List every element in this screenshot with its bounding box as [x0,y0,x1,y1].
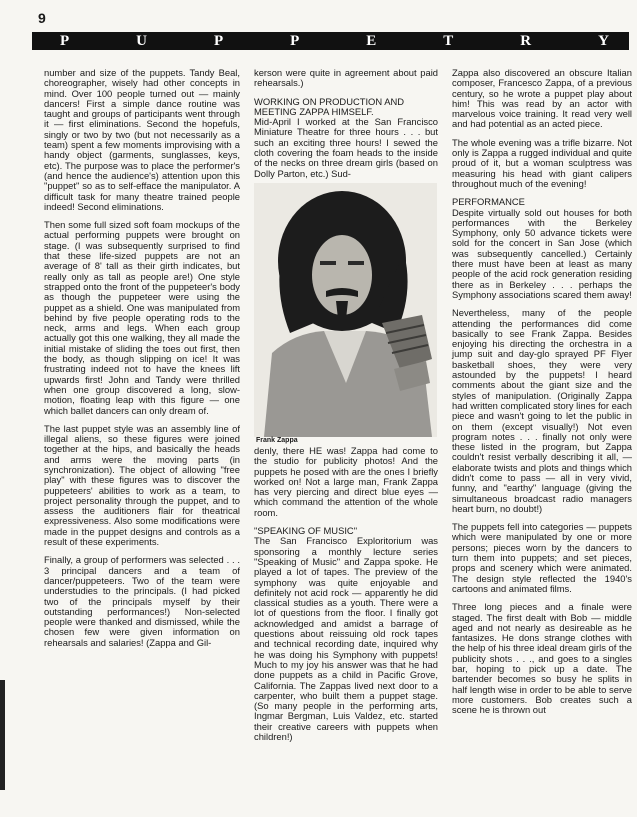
banner-letter: T [443,33,454,49]
paragraph: Nevertheless, many of the people attending the performances did come basically to see Frank Zappa. Besides enjoying his directing the orchestra in a jump suit and day-glo sprayed PF Flyer basketball shoes, they were very astounded by the puppets! I heard comments about the giant size and the styles of manipulation. (Originally Zappa had written complicated story lines for each piece and wasn't going to let the public in on them (except visually!) Not even program notes . . . finally not only were these listed in the program, but Zappa couldn't resist verbally describing it all, — elaborate twists and plots and things which didn't come to pass — all in very vivid, funny, and "earthy" language (giving the simultaneous broadcast radio managers heart burn, no doubt!) [452,307,632,514]
paragraph: Zappa also discovered an obscure Italian composer, Francesco Zappa, of a previous century, so he wrote a puppet play about him! This was read by an actor with marvelous voice training. It read very well and had potential as an acted piece. [452,67,632,130]
subheading: "SPEAKING OF MUSIC" [254,525,358,537]
photo-caption: Frank Zappa [256,437,298,444]
banner-letter: P [290,33,300,49]
paragraph: denly, there HE was! Zappa had come to the studio for publicity photos! And the puppets he posed with are the ones I briefly worked on! Not a large man, Frank Zappa has very piercing and direct blue eyes — which command the attention of the whole room. [254,445,438,518]
paragraph: The San Francisco Exploritorium was sponsoring a monthly lecture series "Speaking of Music" and Zappa spoke. He played a lot of tapes. The preview of the symphony was quite enjoyable and definitely not acid rock — apparently he did classical studies as a youth. There were a lot of questions from the floor. I finally got acknowledged and amidst a barrage of questions about reissuing old rock tapes and technical recording date, inquired why he was doing his Symphony with puppets! Much to my joy his answer was that he had done puppets as a child in Pacific Grove, California. The Zappas lived next door to a carpenter, who built them a puppet stage. (So many people in the performing arts, Ingmar Bergman, Luis Valdez, etc. started their creative careers with puppets when children!) [254,535,438,743]
paragraph: The last puppet style was an assembly line of illegal aliens, so these figures were joined together at the hips, and basically the heads and arms were the moving parts (in synchronization). The object of allowing "free play" with these figures was to discover the puppeteers' abilities to work as a team, to project personality through the puppet, and to assess the auditioners flair for theatrical expressiveness. Also some modifications were made in the puppet designs and controls as a result of these experiments. [44,422,240,548]
paragraph: Finally, a group of performers was selected . . . 3 principal dancers and a team of dancer/puppeteers. Two of the team were understudies to the principals. (I had picked two of the principals myself by their outstanding performances!) Non-selected people were thanked and dismissed, while the chosen few were given information on rehearsals and salaries! (Zappa and Gil- [44,554,240,648]
paragraph: Then some full sized soft foam mockups of the actual performing puppets were brought on stage. (I was subsequently surprised to find that these life-sized puppets are not an average of 8' tall as their girth indicates, but really only as tall as people are!) One style strapped onto the front of the puppeteer's body as though the puppeteer were using the puppet as a shield. One was manipulated from behind by five people operating rods to the neck, arms and legs. When each group actually got this one walking, they all made the initial mistake of sliding the toes out first, then the body, as though slipping on ice! It was frustrating indeed not to have the knees lift upwards first! John and Tandy were thrilled when one group discovered a long, slow-motion, floating leap with this figure — one which ballet dancers can only dream of. [44,219,240,416]
banner-letter: R [520,33,532,49]
banner-letter: P [60,33,70,49]
paragraph: kerson were quite in agreement about paid rehearsals.) [254,67,438,89]
paragraph: The puppets fell into categories — puppets which were manipulated by one or more persons; pieces worn by the dancers to turn them into puppets; and set pieces, props and scenery which were animated. The design style reflected the 1940's cartoons and animated films. [452,521,632,594]
subheading: WORKING ON PRODUCTION AND [254,95,405,107]
paragraph: Three long pieces and a finale were staged. The first dealt with Bob — middle aged and not nearly as desireable as he fantasizes. He dons strange clothes with the help of his three ideal dream girls of the publicity shots . . ., and goes to a singles bar, hoping to pick up a date. The bartender becomes so busy he splits in half length wise in order to be able to serve more customers. Bob creates such a scene he is thrown out [452,601,632,716]
column-1 [44,68,240,656]
page-number: 9 [38,10,46,26]
portrait-photo [254,183,437,437]
paragraph: number and size of the puppets. Tandy Beal, choreographer, wisely had other concepts in mind. Over 100 people turned out — mainly dancers! First a simple dance routine was taught and groups of participants went through it — first eliminations. Second the hopefuls, singly or two by two (but not necessarily as a team) spent a few moments improvising with a handy object (garments, sunglasses, keys, etc). The purpose was to place the performer's (and hence the audience's) attention upon this "puppet" so as to self-efface the manipulator. A difficult task for many theatre trained people indeed! Second eliminations. [44,67,240,212]
subheading: MEETING ZAPPA HIMSELF. [254,105,374,117]
paragraph: Mid-April I worked at the San Francisco Miniature Theatre for three hours . . . but such an exciting three hours! I sewed the cloth covering the foam heads to the inside of the necks on three dream girls (based on Dolly Parton, etc.) Sud- [254,116,438,179]
banner-letter: E [366,33,377,49]
banner-letter: U [136,33,147,49]
column-2-bottom [254,446,438,750]
paragraph: Despite virtually sold out houses for both performances with the Berkeley Symphony, only 50 advance tickets were sold for the concert in San Jose (which was subsequently cancelled.) Certainly there must have been at least as many people of the acid rock generation residing there as in Berkeley . . . perhaps the Symphony associations scared them away! [452,206,632,300]
portrait-illustration [254,183,437,437]
column-3 [452,68,632,724]
banner-letter: P [213,33,224,49]
column-2-top [254,68,438,187]
subheading: PERFORMANCE [452,196,525,208]
page-edge-mark [0,680,5,790]
banner-letter: Y [598,33,609,49]
paragraph: The whole evening was a trifle bizarre. Not only is Zappa a rugged individual and quite proud of it, but a woman sculptress was measuring his head with giant calipers throughout much of the evening! [452,136,632,189]
section-banner [32,32,629,50]
